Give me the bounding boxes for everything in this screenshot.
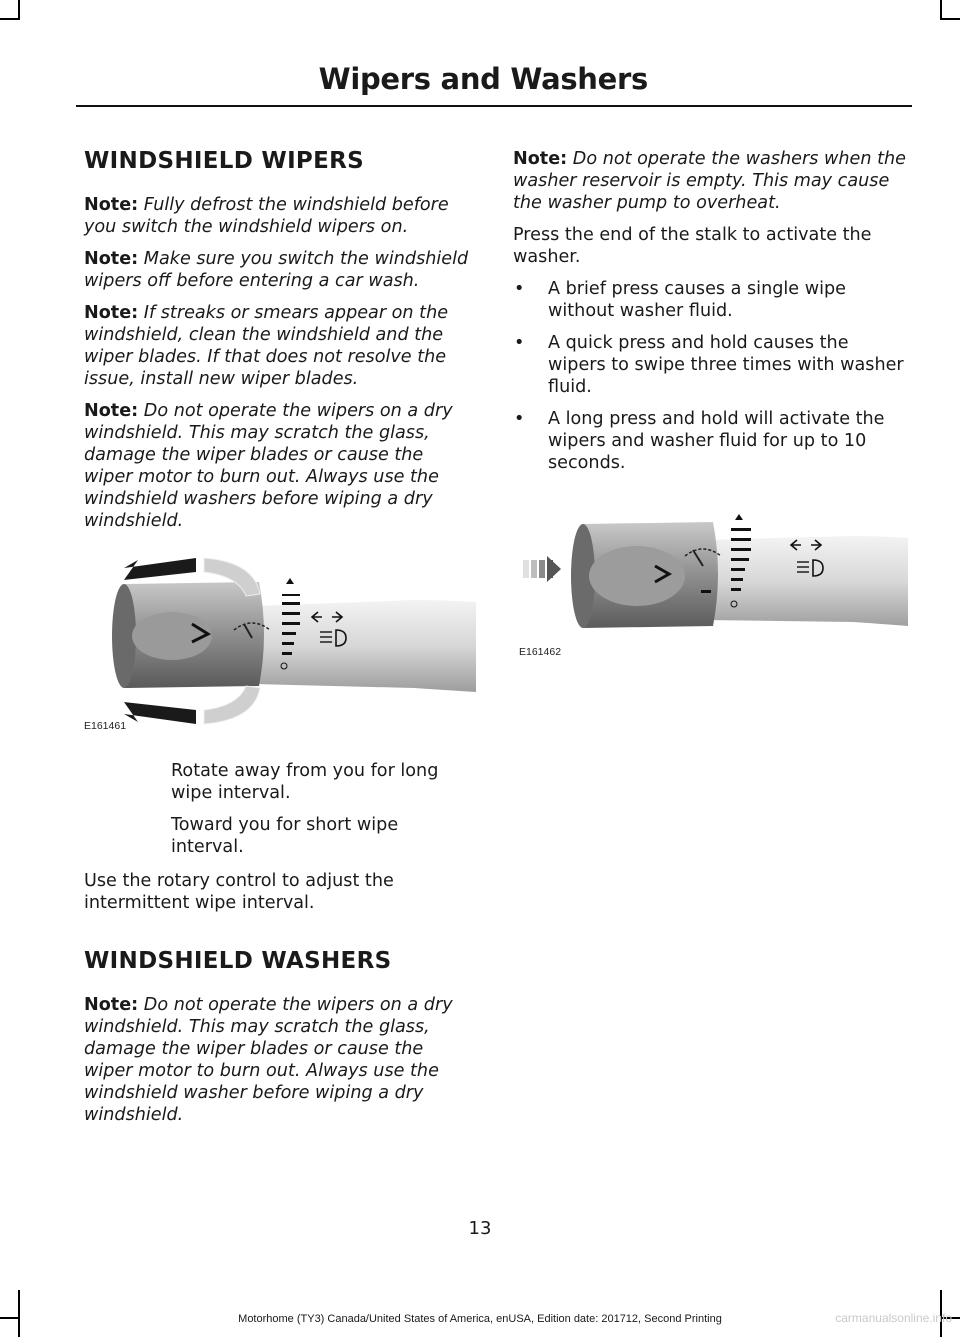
crop-mark (0, 18, 20, 20)
header-rule (76, 105, 912, 107)
washer-bullet-list (513, 278, 908, 474)
crop-mark (18, 0, 20, 20)
list-item: • A long press and hold will activate the wipers and washer fluid for up to 10 seconds. (514, 409, 885, 473)
note-paragraph: Note: Do not operate the wipers on a dry windshield. This may scratch the glass, damage the wiper blades or cause the wiper motor to burn out. Always use the windshield washer before wiping a dry windshield. (84, 995, 453, 1125)
press-stalk-text: Press the end of the stalk to activate the washer. (513, 225, 872, 267)
page-title: Wipers and Washers (318, 62, 648, 96)
section-heading-washers: WINDSHIELD WASHERS (84, 948, 392, 974)
note-paragraph: Note: If streaks or smears appear on the windshield, clean the windshield and the wiper blades. If that does not resolve the issue, install new wiper blades. (84, 303, 449, 389)
note-paragraph: Note: Do not operate the wipers on a dry windshield. This may scratch the glass, damage the wiper blades or cause the wiper motor to burn out. Always use the windshield washers before wiping a dry windshield. (84, 401, 453, 531)
list-item: • A quick press and hold causes the wipers to swipe three times with washer fluid. (514, 333, 904, 397)
wiper-stalk-rotary-illustration (84, 554, 476, 734)
crop-mark (940, 0, 942, 20)
list-item: • A brief press causes a single wipe without washer fluid. (514, 279, 846, 321)
page-number: 13 (468, 1218, 492, 1239)
section-heading-wipers: WINDSHIELD WIPERS (84, 148, 364, 174)
washer-stalk-press-figure (513, 510, 908, 690)
note-paragraph: Note: Fully defrost the windshield before you switch the windshield wipers on. (84, 195, 449, 237)
left-column (84, 148, 476, 1136)
note-paragraph: Note: Make sure you switch the windshield wipers off before entering a car wash. (84, 249, 469, 291)
footer-text: Motorhome (TY3) Canada/United States of America, enUSA, Edition date: 201712, Second Printing (238, 1313, 722, 1325)
watermark: carmanualsonline.info (835, 1311, 952, 1325)
figure-code: E161462 (519, 646, 562, 658)
note-paragraph: Note: Do not operate the washers when the washer reservoir is empty. This may cause the washer pump to overheat. (513, 149, 906, 213)
toward-text: Toward you for short wipe interval. (171, 815, 399, 857)
rotate-away-text: Rotate away from you for long wipe interval. (171, 761, 439, 803)
figure-code: E161461 (84, 720, 127, 732)
crop-mark (940, 18, 960, 20)
washer-stalk-press-illustration (513, 510, 908, 660)
rotary-control-text: Use the rotary control to adjust the intermittent wipe interval. (84, 871, 394, 913)
wiper-stalk-rotary-figure (84, 554, 476, 754)
right-column (513, 148, 908, 690)
